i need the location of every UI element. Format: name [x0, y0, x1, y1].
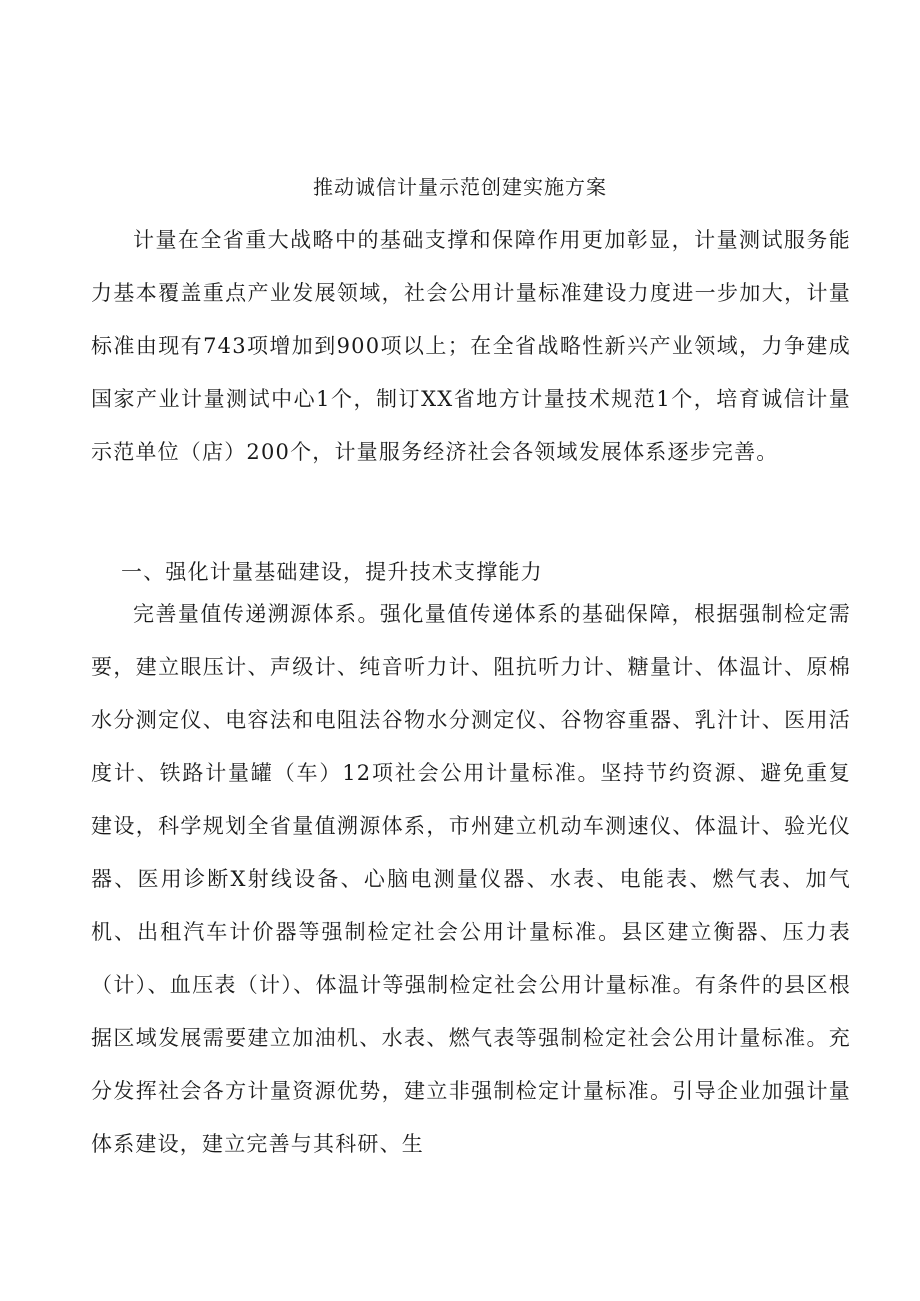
- section-paragraph: 完善量值传递溯源体系。强化量值传递体系的基础保障，根据强制检定需要，建立眼压计、声级计、纯音听力计、阻抗听力计、糖量计、体温计、原棉水分测定仪、电容法和电阻法谷物水分测定仪、谷物容重器、乳汁计、医用活度计、铁路计量罐（车）12项社会公用计量标准。坚持节约资源、避免重复建设，科学规划全省量值溯源体系，市州建立机动车测速仪、体温计、验光仪器、医用诊断X射线设备、心脑电测量仪器、水表、电能表、燃气表、加气机、出租汽车计价器等强制检定社会公用计量标准。县区建立衡器、压力表（计）、血压表（计）、体温计等强制检定社会公用计量标准。有条件的县区根据区域发展需要建立加油机、水表、燃气表等强制检定社会公用计量标准。充分发挥社会各方计量资源优势，建立非强制检定计量标准。引导企业加强计量体系建设，建立完善与其科研、生: [91, 602, 851, 1156]
- document-title: 推动诚信计量示范创建实施方案: [313, 175, 607, 199]
- section-heading: 一、强化计量基础建设，提升技术支撑能力: [121, 560, 543, 584]
- intro-paragraph: 计量在全省重大战略中的基础支撑和保障作用更加彰显，计量测试服务能力基本覆盖重点产业发展领域，社会公用计量标准建设力度进一步加大，计量标准由现有743项增加到900项以上；在全省战略性新兴产业领域，力争建成国家产业计量测试中心1个，制订XX省地方计量技术规范1个，培育诚信计量示范单位（店）200个，计量服务经济社会各领域发展体系逐步完善。: [91, 228, 851, 464]
